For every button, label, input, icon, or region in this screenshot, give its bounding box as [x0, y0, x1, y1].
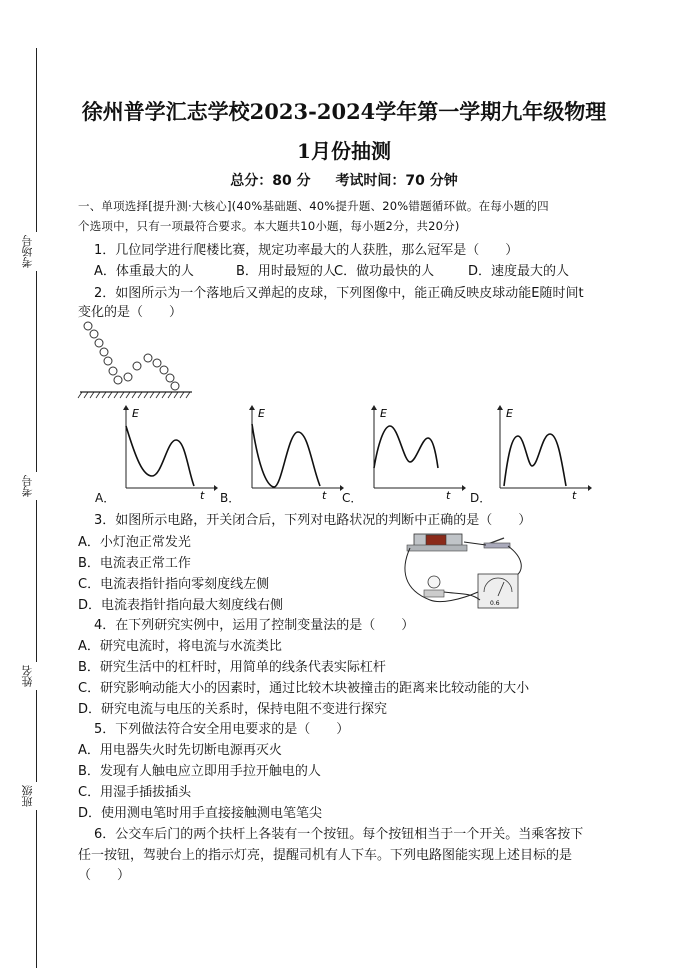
- class-label: 班级: [22, 782, 38, 810]
- q1-option-b[interactable]: B．用时最短的人: [236, 264, 336, 279]
- name-label: 姓名: [22, 662, 38, 690]
- graph-c-label: C．: [342, 491, 363, 505]
- total-score: 总分：80 分: [230, 173, 311, 189]
- graph-d-t-label: t: [572, 489, 577, 500]
- q5-option-c[interactable]: C．用湿手插拔插头: [78, 785, 192, 800]
- graph-b[interactable]: [244, 404, 344, 500]
- graph-c-e-label: E: [380, 407, 387, 420]
- graph-b-t-label: t: [322, 489, 327, 500]
- graph-a[interactable]: [118, 404, 218, 500]
- graph-a-e-label: E: [132, 407, 139, 420]
- graph-d-label: D．: [470, 491, 492, 505]
- graph-a-t-label: t: [200, 489, 205, 500]
- q5-option-b[interactable]: B．发现有人触电应立即用手拉开触电的人: [78, 764, 321, 779]
- q4-option-c[interactable]: C．研究影响动能大小的因素时，通过比较木块被撞击的距离来比较动能的大小: [78, 681, 530, 696]
- q1-stem: 1．几位同学进行爬楼比赛，规定功率最大的人获胜，那么冠军是（ ）: [94, 243, 519, 258]
- q3-option-a[interactable]: A．小灯泡正常发光: [78, 535, 191, 550]
- ammeter-scale-text: 0.6: [490, 600, 500, 607]
- q1-option-c[interactable]: C．做功最快的人: [334, 264, 435, 279]
- q3-option-b[interactable]: B．电流表正常工作: [78, 556, 191, 571]
- q1-options: [94, 260, 569, 279]
- circuit-figure: [400, 530, 530, 612]
- q2-stem: 2．如图所示为一个落地后又弹起的皮球，下列图像中，能正确反映皮球动能E随时间t: [94, 286, 584, 301]
- exam-meta: [0, 170, 688, 190]
- q4-stem: 4．在下列研究实例中，运用了控制变量法的是（ ）: [94, 618, 415, 633]
- q3-option-d[interactable]: D．电流表指针指向最大刻度线右侧: [78, 598, 284, 613]
- q1-option-d[interactable]: D．速度最大的人: [468, 264, 570, 279]
- bulb-icon: [428, 576, 440, 588]
- q5-option-d[interactable]: D．使用测电笔时用手直接接触测电笔笔尖: [78, 806, 323, 821]
- exam-number-label: 考号: [22, 472, 38, 500]
- q6-answer-blank: （ ）: [78, 868, 131, 883]
- graph-b-label: B．: [220, 491, 241, 505]
- graph-a-label: A．: [95, 491, 116, 505]
- q4-option-d[interactable]: D．研究电流与电压的关系时，保持电阻不变进行探究: [78, 702, 388, 717]
- section-instructions: 个选项中，只有一项最符合要求。本大题共10小题，每小题2分，共20分): [78, 219, 460, 233]
- graph-d-e-label: E: [506, 407, 513, 420]
- q5-option-a[interactable]: A．用电器失火时先切断电源再灭火: [78, 743, 282, 758]
- bouncing-ball-figure: [76, 318, 196, 400]
- graph-c[interactable]: [366, 404, 466, 500]
- q2-stem-cont: 变化的是（ ）: [78, 305, 183, 320]
- q6-stem: 6．公交车后门的两个扶杆上各装有一个按钮。每个按钮相当于一个开关。当乘客按下: [94, 827, 584, 842]
- graph-c-t-label: t: [446, 489, 451, 500]
- page-title: 徐州普学汇志学校2023-2024学年第一学期九年级物理: [81, 99, 607, 124]
- q1-option-a[interactable]: A．体重最大的人: [94, 264, 194, 279]
- q3-stem: 3．如图所示电路，开关闭合后，下列对电路状况的判断中正确的是（ ）: [94, 513, 532, 528]
- exam-time: 考试时间：70 分钟: [335, 173, 458, 189]
- q4-option-a[interactable]: A．研究电流时，将电流与水流类比: [78, 639, 282, 654]
- section-heading: 一、单项选择[提升测·大核心](40%基础题、40%提升题、20%错题循环做。在每小题的四: [78, 199, 549, 213]
- exam-room-label: 考场号: [22, 232, 38, 271]
- q5-stem: 5．下列做法符合安全用电要求的是（ ）: [94, 722, 350, 737]
- graph-b-e-label: E: [258, 407, 265, 420]
- page-subtitle: 1月份抽测: [297, 139, 391, 163]
- q3-option-c[interactable]: C．电流表指针指向零刻度线左侧: [78, 577, 270, 592]
- q6-stem-cont: 任一按钮，驾驶台上的指示灯亮，提醒司机有人下车。下列电路图能实现上述目标的是: [78, 848, 573, 863]
- q4-option-b[interactable]: B．研究生活中的杠杆时，用简单的线条代表实际杠杆: [78, 660, 386, 675]
- graph-d[interactable]: [492, 404, 592, 500]
